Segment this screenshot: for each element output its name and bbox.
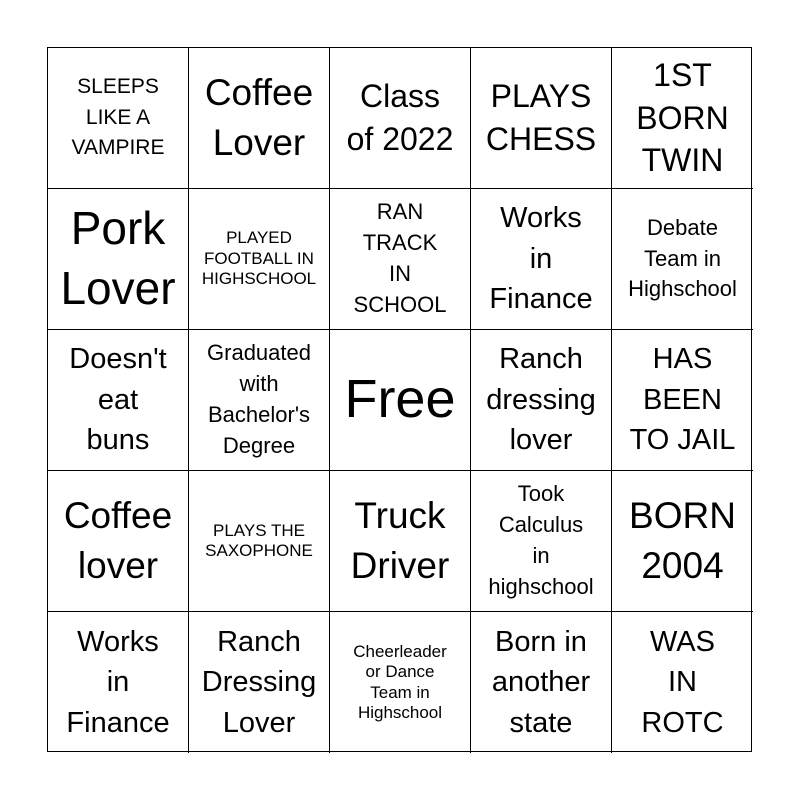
bingo-cell-r1c5[interactable]: 1ST BORN TWIN xyxy=(612,48,753,189)
bingo-cell-r2c4[interactable]: Works in Finance xyxy=(471,189,612,330)
bingo-cell-r2c1[interactable]: Pork Lover xyxy=(48,189,189,330)
bingo-cell-r2c3[interactable]: RAN TRACK IN SCHOOL xyxy=(330,189,471,330)
bingo-cell-r2c5[interactable]: Debate Team in Highschool xyxy=(612,189,753,330)
bingo-cell-r5c2[interactable]: Ranch Dressing Lover xyxy=(189,612,330,753)
bingo-cell-r4c1[interactable]: Coffee lover xyxy=(48,471,189,612)
bingo-cell-r3c4[interactable]: Ranch dressing lover xyxy=(471,330,612,471)
bingo-cell-r1c4[interactable]: PLAYS CHESS xyxy=(471,48,612,189)
bingo-cell-r1c3[interactable]: Class of 2022 xyxy=(330,48,471,189)
bingo-cell-r3c5[interactable]: HAS BEEN TO JAIL xyxy=(612,330,753,471)
bingo-cell-r5c4[interactable]: Born in another state xyxy=(471,612,612,753)
bingo-cell-r2c2[interactable]: PLAYED FOOTBALL IN HIGHSCHOOL xyxy=(189,189,330,330)
bingo-cell-r3c1[interactable]: Doesn't eat buns xyxy=(48,330,189,471)
bingo-cell-r1c2[interactable]: Coffee Lover xyxy=(189,48,330,189)
bingo-cell-r5c5[interactable]: WAS IN ROTC xyxy=(641,625,724,739)
bingo-cell-r5c1[interactable]: Works in Finance xyxy=(48,612,189,753)
bingo-cell-r3c2[interactable]: Graduated with Bachelor's Degree xyxy=(189,330,330,471)
bingo-board xyxy=(47,47,752,752)
bingo-cell-r4c3[interactable]: Truck Driver xyxy=(330,471,471,612)
bingo-cell-r4c5[interactable]: BORN 2004 xyxy=(612,471,753,612)
bingo-cell-r5c3[interactable]: Cheerleader or Dance Team in Highschool xyxy=(330,612,471,753)
bingo-cell-free[interactable]: Free xyxy=(330,330,471,471)
bingo-cell-r4c2[interactable]: PLAYS THE SAXOPHONE xyxy=(189,471,330,612)
bingo-cell-r1c1[interactable]: SLEEPS LIKE A VAMPIRE xyxy=(48,48,189,189)
bingo-cell-r4c4[interactable]: Took Calculus in highschool xyxy=(471,471,612,612)
